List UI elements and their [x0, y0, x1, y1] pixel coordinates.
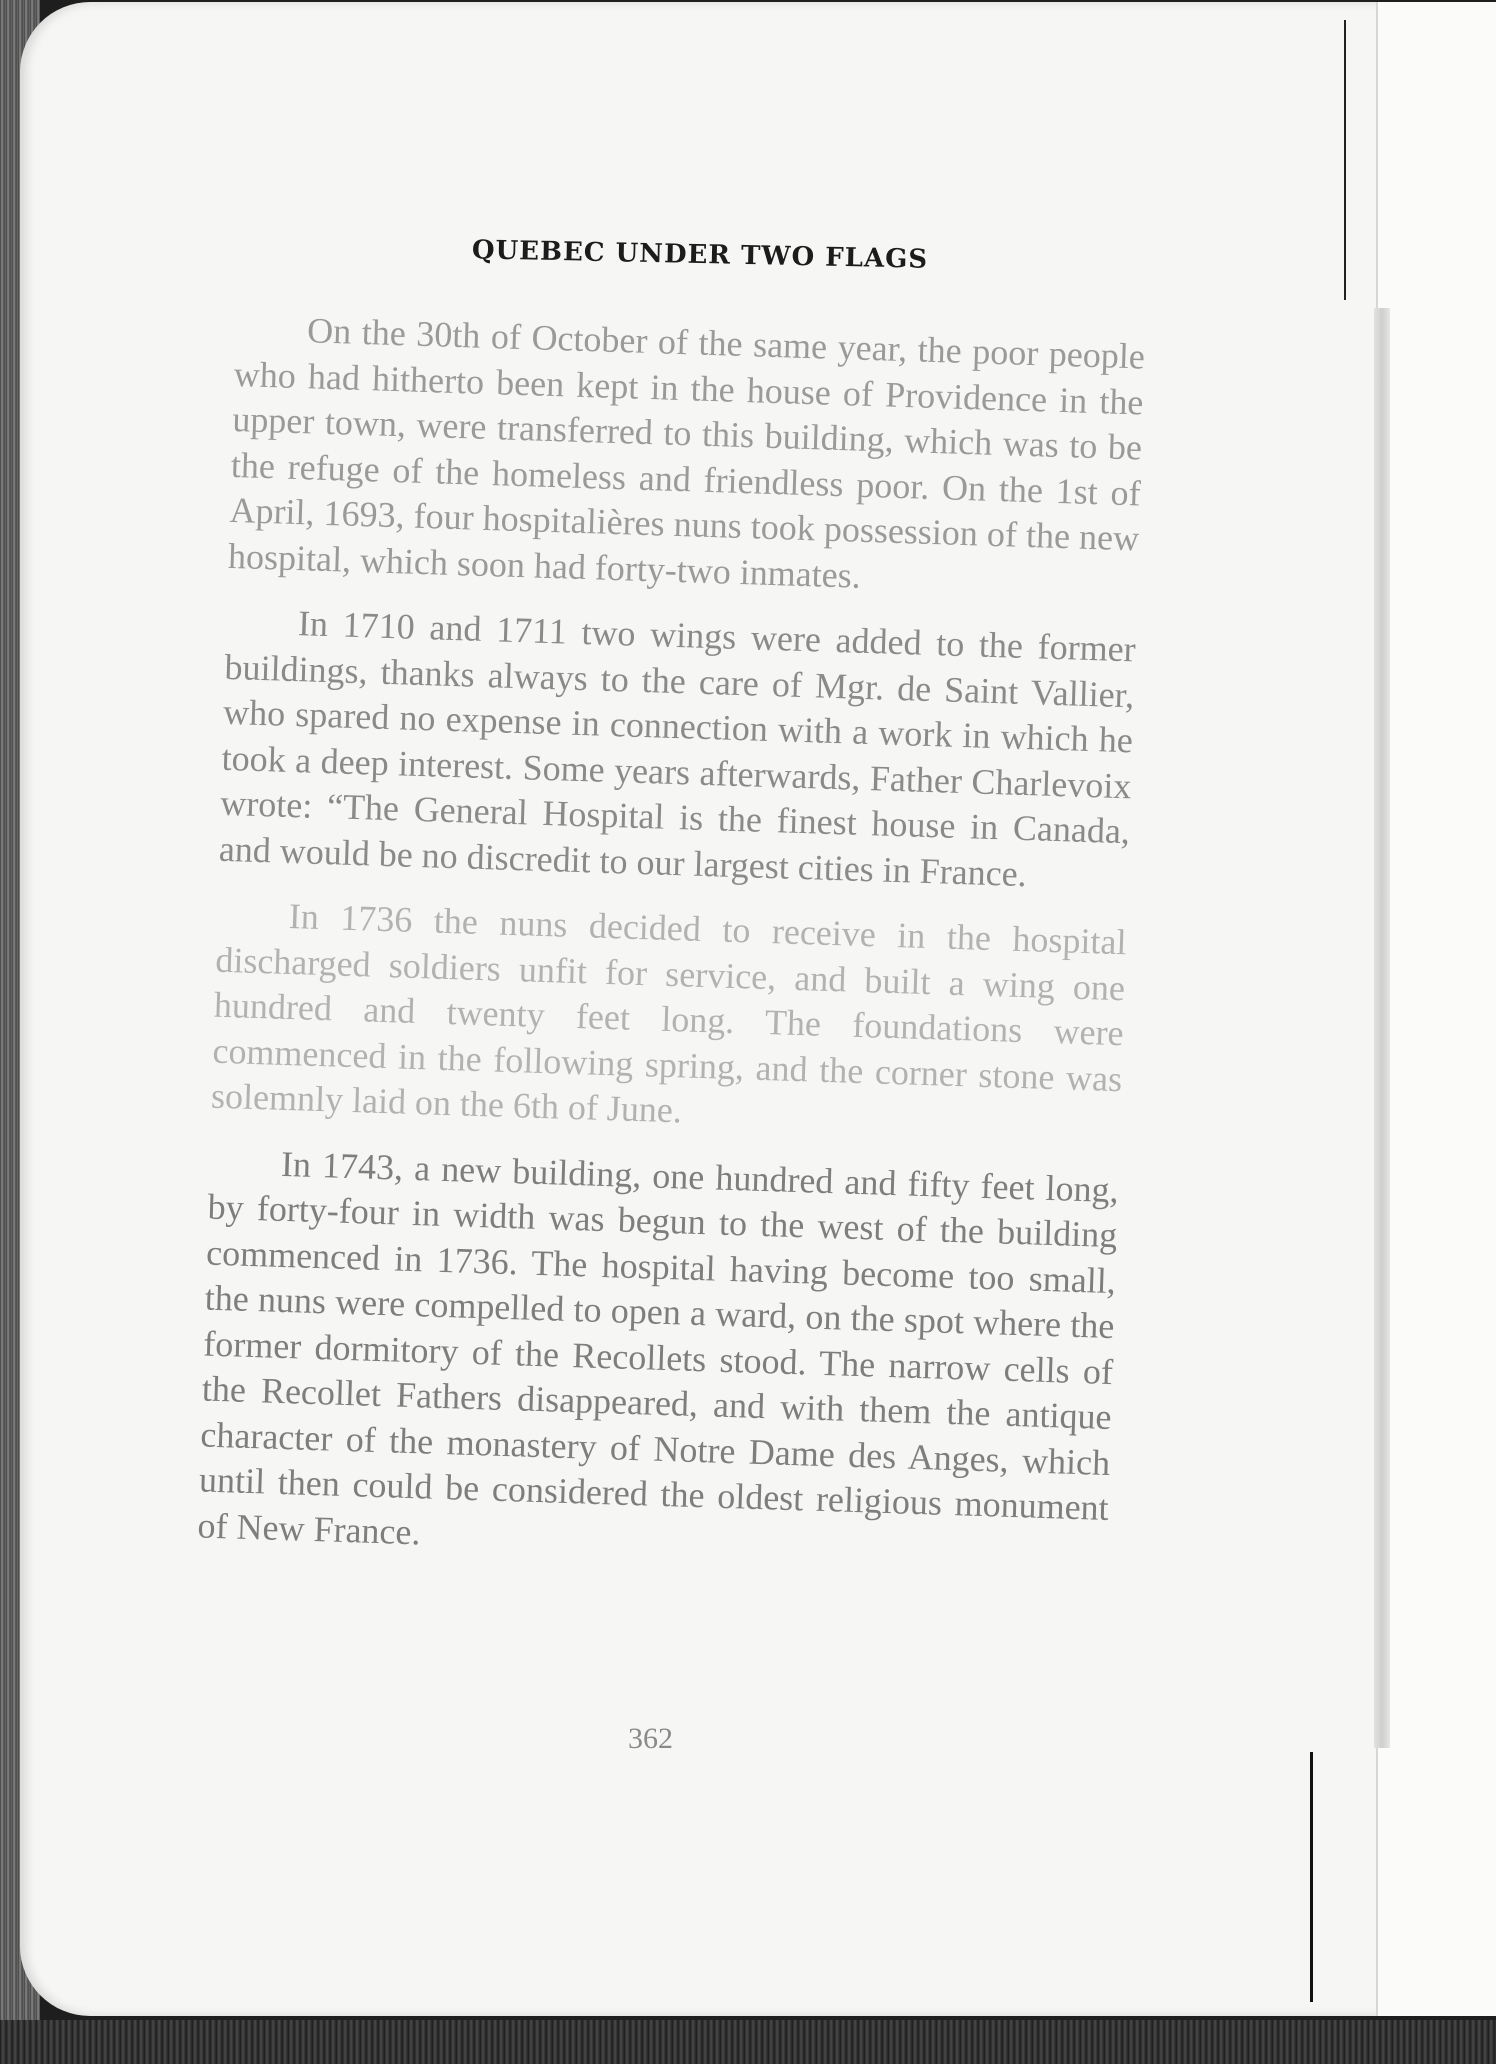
paragraph: On the 30th of October of the same year, the poor people who had hitherto been kept in the house of Providence in the upper town, were transferred to this building, which was to be the refuge of the homeless and friendless poor. On the 1st of April, 1693, four hospitalières nuns took possession of the new hospital, which soon had forty-two inmates. [227, 310, 1146, 596]
paragraph: In 1710 and 1711 two wings were added to the former buildings, thanks always to the care of Mgr. de Saint Vallier, who spared no expense in connection with a work in which he took a deep interest. Some years afterwards, Father Charlevoix wrote: “The General Hospital is the finest house in Canada, and would be no discredit to our largest cities in France. [218, 603, 1137, 894]
paragraph: In 1743, a new building, one hundred and fifty feet long, by forty-four in width was begun to the west of the building commenced in 1736. The hospital having become too small, the nuns were compelled to open a ward, on the spot where the former dormitory of the Recollets stood. The narrow cells of the Recollet Fathers disappeared, and with them the antique character of the monastery of Notre Dame des Anges, which until then could be considered the oldest religious monument of New France. [197, 1143, 1120, 1552]
facing-page-strip [1376, 2, 1496, 2016]
paragraph: In 1736 the nuns decided to receive in the hospital discharged soldiers unfit for service, and built a wing one hundred and twenty feet long. The foundations were commenced in the following spring, and the corner stone was solemnly laid on the 6th of June. [210, 895, 1128, 1131]
page-shadow [1374, 308, 1390, 1748]
book-bottom-edge [0, 2020, 1496, 2064]
page-number: 362 [628, 1722, 673, 1755]
body-text [196, 306, 1145, 1597]
gutter-line-bottom [1310, 1752, 1313, 2002]
gutter-line-top [1344, 20, 1346, 300]
running-head: QUEBEC UNDER TWO FLAGS [471, 235, 929, 275]
